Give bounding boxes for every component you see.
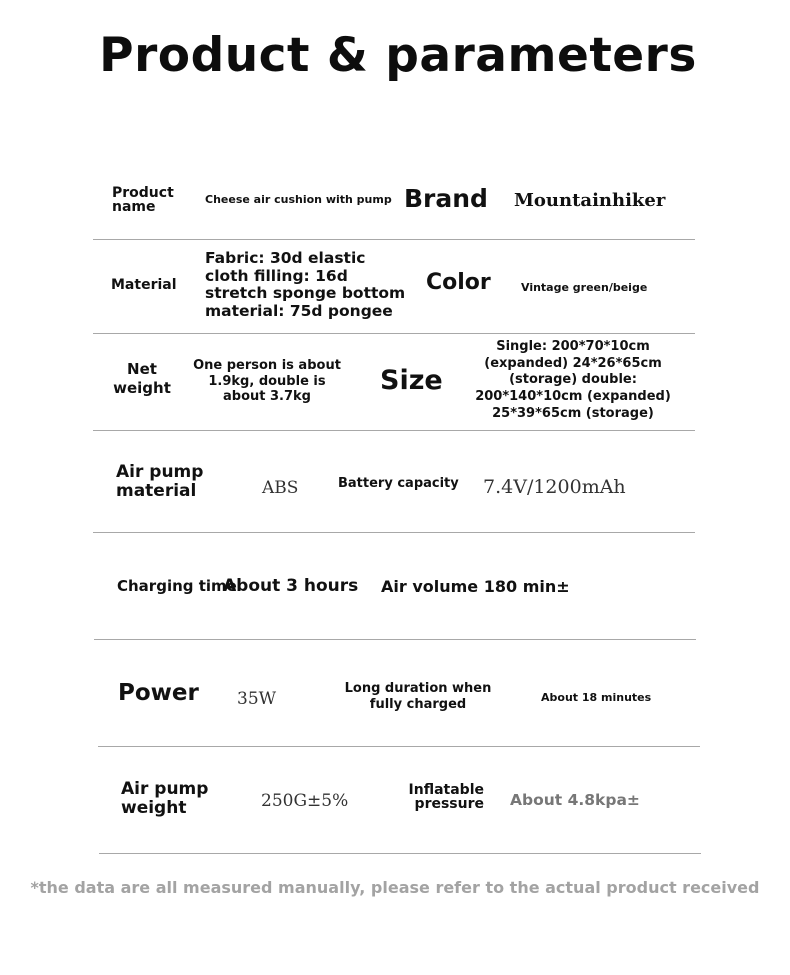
material-value: Fabric: 30d elastic cloth filling: 16d stretch sponge bottom material: 75d pongee [205, 249, 406, 320]
long-duration-value: About 18 minutes [541, 691, 652, 704]
net-weight-value: One person is about 1.9kg, double is about 3.7kg [193, 358, 341, 404]
product-name-value: Cheese air cushion with pump [205, 193, 392, 206]
size-value: Single: 200*70*10cm (expanded) 24*26*65cm (storage) double: 200*140*10cm (expanded) 25*39*65cm (storage) [475, 339, 671, 421]
color-value: Vintage green/beige [521, 281, 648, 294]
long-duration-label: Long duration when fully charged [344, 681, 492, 712]
battery-capacity-value: 7.4V/1200mAh [483, 476, 626, 498]
page-title: Product & parameters [99, 28, 697, 83]
battery-capacity-label: Battery capacity [338, 476, 459, 491]
air-pump-weight-value: 250G±5% [261, 791, 349, 811]
product-name-label: Product name [112, 185, 174, 215]
row-divider [98, 746, 700, 747]
brand-label: Brand [404, 184, 488, 213]
disclaimer-note: *the data are all measured manually, please refer to the actual product received [30, 878, 760, 897]
air-pump-material-label: Air pump material [116, 462, 204, 501]
air-pump-material-value: ABS [262, 478, 299, 498]
power-label: Power [118, 680, 199, 706]
air-volume-label: Air volume 180 min± [381, 577, 570, 596]
charging-time-value: About 3 hours [223, 576, 359, 596]
row-divider [93, 239, 695, 240]
net-weight-label: Net weight [113, 360, 171, 397]
charging-time-label: Charging time [117, 577, 237, 595]
row-divider [94, 639, 696, 640]
material-label: Material [111, 277, 177, 293]
inflatable-pressure-value: About 4.8kpa± [510, 791, 640, 809]
row-divider [93, 333, 695, 334]
size-label: Size [380, 365, 443, 396]
row-divider [93, 430, 695, 431]
brand-value: Mountainhiker [514, 190, 666, 211]
row-divider [99, 853, 701, 854]
color-label: Color [426, 270, 491, 295]
air-pump-weight-label: Air pump weight [121, 779, 209, 818]
row-divider [93, 532, 695, 533]
power-value: 35W [237, 689, 277, 709]
inflatable-pressure-label: Inflatable pressure [408, 782, 484, 812]
